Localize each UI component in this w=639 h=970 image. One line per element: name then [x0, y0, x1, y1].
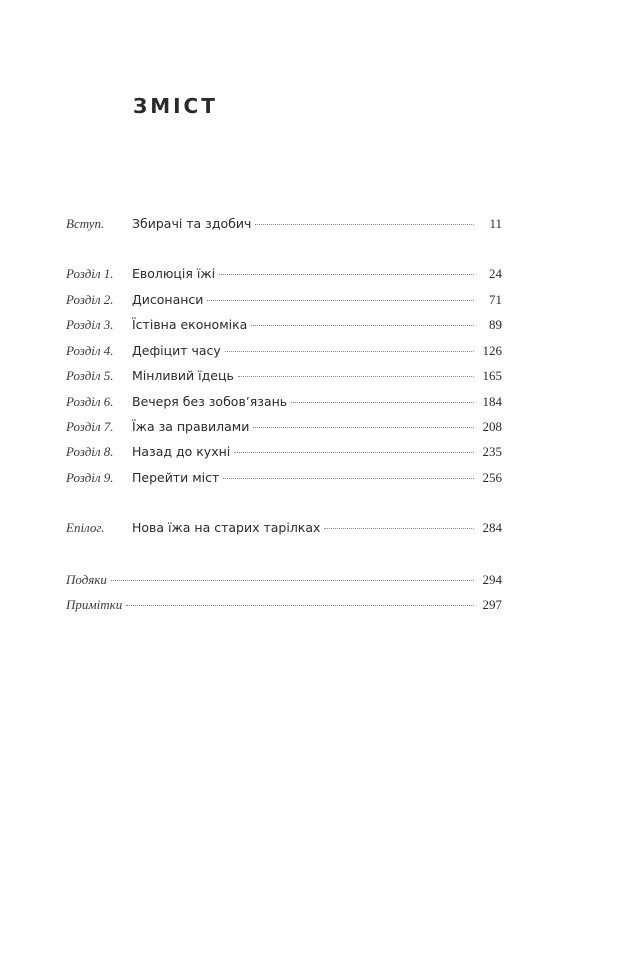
toc-entry-chapter-8 [66, 444, 502, 466]
toc-entry-chapter-6 [66, 394, 502, 416]
toc-entry-label: Подяки [66, 572, 107, 587]
toc-entry-chapter-9 [66, 470, 502, 492]
toc-entry-page: 235 [482, 444, 502, 459]
dot-leader [255, 224, 474, 225]
toc-entry-label: Розділ 4. [66, 343, 114, 358]
toc-entry-page: 284 [482, 520, 502, 535]
dot-leader [223, 478, 474, 479]
toc-entry-page: 256 [482, 470, 502, 485]
toc-entry-label: Розділ 5. [66, 368, 114, 383]
toc-entry-page: 165 [482, 368, 502, 383]
toc-entry-page: 208 [482, 419, 502, 434]
toc-entry-label: Вступ. [66, 216, 105, 231]
toc-entry-page: 24 [489, 266, 502, 281]
dot-leader [238, 376, 474, 377]
dot-leader [111, 580, 474, 581]
toc-entry-label: Розділ 7. [66, 419, 114, 434]
toc-entry-chapter-2 [66, 292, 502, 314]
toc-entry-page: 297 [482, 597, 502, 612]
toc-entry-label: Розділ 1. [66, 266, 114, 281]
toc-entry-page: 126 [482, 343, 502, 358]
dot-leader [291, 402, 474, 403]
toc-entry-label: Розділ 6. [66, 394, 114, 409]
toc-entry-label: Примітки [66, 597, 123, 612]
dot-leader [253, 427, 474, 428]
dot-leader [126, 605, 474, 606]
toc-title: ЗМІСТ [133, 94, 218, 118]
dot-leader [207, 300, 474, 301]
dot-leader [324, 528, 474, 529]
toc-entry-page: 294 [482, 572, 502, 587]
toc-entry-label: Розділ 2. [66, 292, 114, 307]
toc-entry-title: Дефіцит часу [132, 343, 221, 358]
toc-entry-title: Мінливий їдець [132, 368, 234, 383]
toc-entry-title: Еволюція їжі [132, 266, 216, 281]
dot-leader [234, 452, 474, 453]
toc-entry-page: 71 [489, 292, 502, 307]
toc-entry-label: Розділ 9. [66, 470, 114, 485]
dot-leader [225, 351, 474, 352]
toc-entry-page: 89 [489, 317, 502, 332]
toc-entry-chapter-1 [66, 266, 502, 288]
toc-entry-title: Вечеря без зобов’язань [132, 394, 288, 409]
toc-entry-label: Епілог. [66, 520, 105, 535]
toc-entry-title: Дисонанси [132, 292, 204, 307]
toc-entry-page: 11 [489, 216, 502, 231]
toc-entry-notes [66, 597, 502, 619]
toc-entry-page: 184 [482, 394, 502, 409]
toc-entry-label: Розділ 3. [66, 317, 114, 332]
toc-entry-title: Їстівна економіка [132, 317, 248, 332]
toc-entry-chapter-4 [66, 343, 502, 365]
toc-entry-chapter-5 [66, 368, 502, 390]
toc-entry-title: Нова їжа на старих тарілках [132, 520, 321, 535]
toc-entry-acknowledgements [66, 572, 502, 594]
dot-leader [219, 274, 474, 275]
toc-entry-label: Розділ 8. [66, 444, 114, 459]
toc-entry-title: Назад до кухні [132, 444, 231, 459]
toc-entry-title: Перейти міст [132, 470, 220, 485]
toc-entry-title: Їжа за правилами [132, 419, 250, 434]
toc-entry-title: Збирачі та здобич [132, 216, 252, 231]
dot-leader [251, 325, 474, 326]
toc-entry-chapter-3 [66, 317, 502, 339]
toc-entry-intro [66, 216, 502, 238]
toc-entry-epilogue [66, 520, 502, 542]
toc-entry-chapter-7 [66, 419, 502, 441]
